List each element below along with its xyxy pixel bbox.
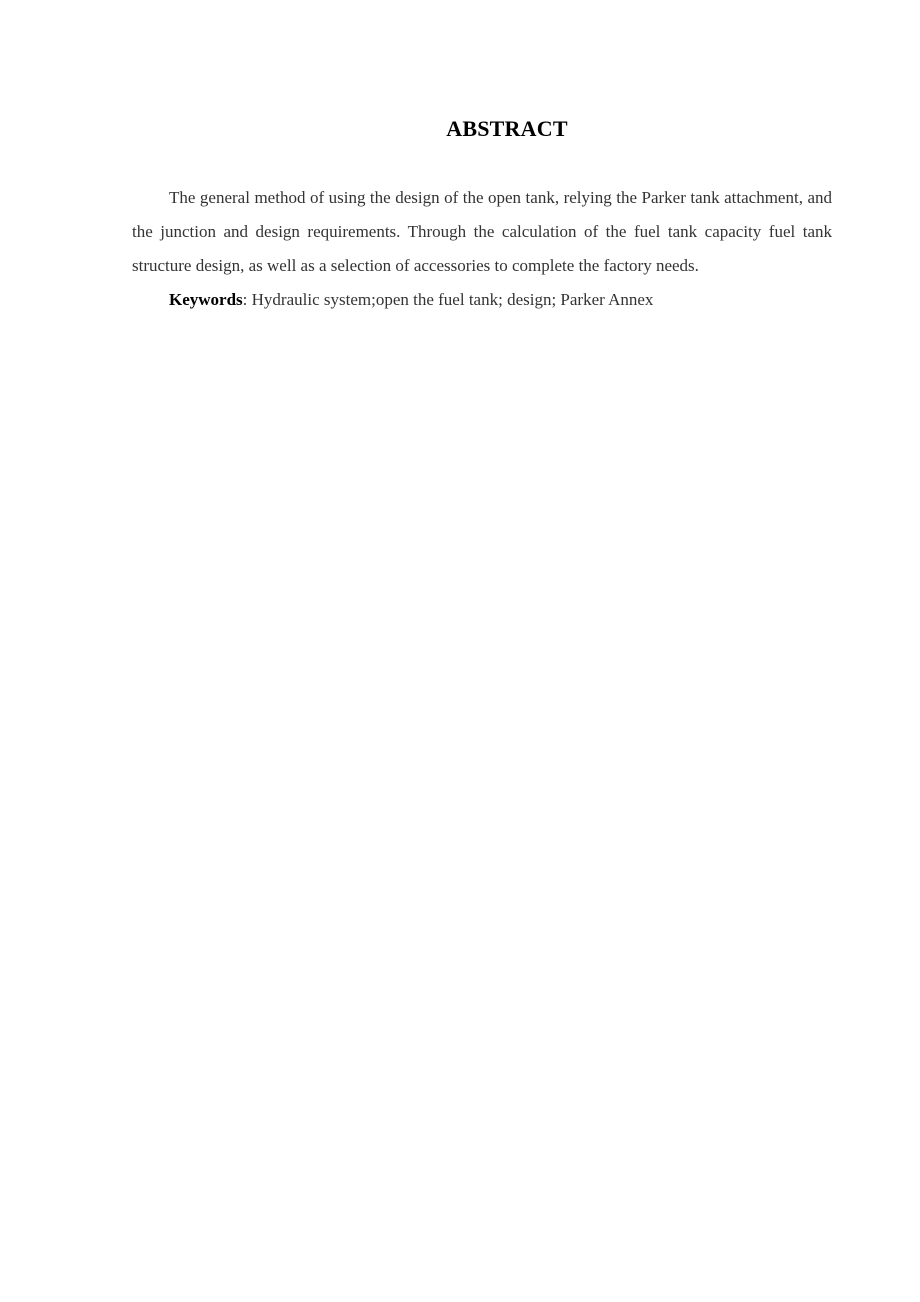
keywords-label: Keywords — [169, 290, 243, 309]
keywords-text: Hydraulic system;open the fuel tank; design; Parker Annex — [251, 290, 654, 309]
keywords-separator: : — [242, 290, 252, 309]
keywords-line — [132, 283, 832, 317]
abstract-section — [132, 112, 832, 317]
page-title: ABSTRACT — [446, 116, 568, 141]
abstract-paragraph: The general method of using the design of the open tank, relying the Parker tank attachment, and the junction and design requirements. Through the calculation of the fuel tank capacity fuel tank structure design, as well as a selection of accessories to complete the factory needs. — [132, 188, 832, 275]
